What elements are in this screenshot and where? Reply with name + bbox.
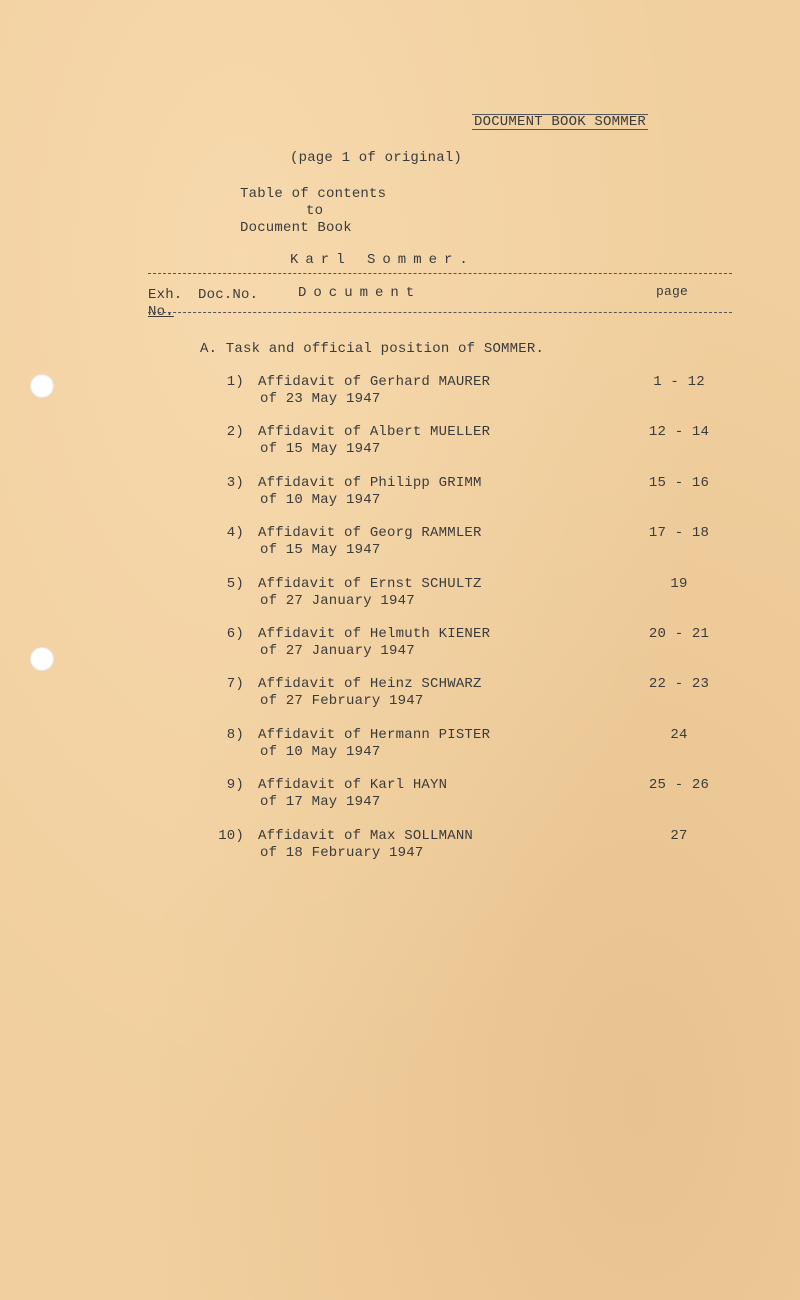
entry-page-range: 20 - 21 (648, 626, 710, 642)
entry-date: of 17 May 1947 (260, 794, 381, 810)
entry-date: of 27 February 1947 (260, 693, 424, 709)
entry-title: Affidavit of Helmuth KIENER (258, 626, 491, 642)
subject-name: Karl Sommer. (290, 252, 475, 268)
list-item (0, 626, 800, 666)
entry-page-range: 19 (670, 576, 688, 592)
list-item (0, 676, 800, 716)
entry-date: of 23 May 1947 (260, 391, 381, 407)
entry-date: of 10 May 1947 (260, 492, 381, 508)
list-item (0, 576, 800, 616)
entry-number: 4) (226, 525, 244, 541)
entry-title: Affidavit of Heinz SCHWARZ (258, 676, 482, 692)
entry-date: of 27 January 1947 (260, 593, 415, 609)
list-item (0, 777, 800, 817)
list-item (0, 525, 800, 565)
entry-title: Affidavit of Hermann PISTER (258, 727, 491, 743)
entry-date: of 27 January 1947 (260, 643, 415, 659)
entry-page-range: 25 - 26 (648, 777, 710, 793)
entry-title: Affidavit of Gerhard MAURER (258, 374, 491, 390)
entry-number: 6) (226, 626, 244, 642)
entry-page-range: 1 - 12 (653, 374, 705, 390)
entry-title: Affidavit of Philipp GRIMM (258, 475, 482, 491)
entry-number: 1) (226, 374, 244, 390)
book-label: DOCUMENT BOOK SOMMER (474, 114, 647, 130)
entry-number: 7) (226, 676, 244, 692)
entry-number: 5) (226, 576, 244, 592)
list-item (0, 374, 800, 414)
original-page-note: (page 1 of original) (290, 150, 463, 166)
entry-page-range: 24 (670, 727, 688, 743)
entry-number: 2) (226, 424, 244, 440)
column-doc-no: Doc.No. (198, 287, 259, 303)
title-line-1: Table of contents (240, 186, 387, 202)
entry-page-range: 27 (670, 828, 688, 844)
entry-date: of 15 May 1947 (260, 441, 381, 457)
title-line-2: to (306, 203, 324, 219)
list-item (0, 727, 800, 767)
entry-date: of 10 May 1947 (260, 744, 381, 760)
entry-number: 3) (226, 475, 244, 491)
column-document: Document (298, 285, 422, 301)
entry-page-range: 22 - 23 (648, 676, 710, 692)
entry-page-range: 17 - 18 (648, 525, 710, 541)
section-title: A. Task and official position of SOMMER. (200, 341, 545, 357)
entry-title: Affidavit of Georg RAMMLER (258, 525, 482, 541)
header-rule-top (148, 273, 732, 274)
column-exh: Exh. (148, 287, 183, 303)
entry-title: Affidavit of Max SOLLMANN (258, 828, 474, 844)
column-exh-no: No. (148, 304, 174, 320)
entry-title: Affidavit of Ernst SCHULTZ (258, 576, 482, 592)
entry-page-range: 15 - 16 (648, 475, 710, 491)
entry-number: 10) (218, 828, 244, 844)
list-item (0, 424, 800, 464)
list-item (0, 828, 800, 868)
header-rule-bottom (148, 312, 732, 313)
column-page: page (656, 284, 689, 299)
entry-number: 8) (226, 727, 244, 743)
title-line-3: Document Book (240, 220, 352, 236)
list-item (0, 475, 800, 515)
entry-title: Affidavit of Karl HAYN (258, 777, 448, 793)
entry-title: Affidavit of Albert MUELLER (258, 424, 491, 440)
entry-number: 9) (226, 777, 244, 793)
entry-date: of 15 May 1947 (260, 542, 381, 558)
entry-page-range: 12 - 14 (648, 424, 710, 440)
entry-date: of 18 February 1947 (260, 845, 424, 861)
